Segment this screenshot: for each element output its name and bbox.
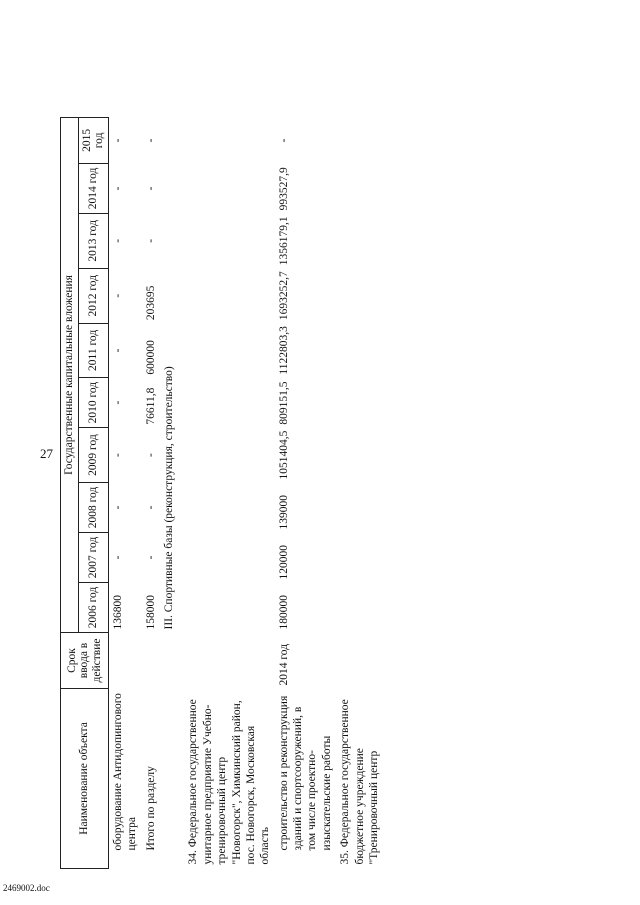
value-cell: - (111, 238, 124, 243)
value-cell: 120000 (277, 545, 290, 580)
value-cell (184, 117, 274, 163)
commissioning-term (108, 633, 141, 689)
value-cell: - (111, 138, 124, 143)
value-cell (184, 533, 274, 583)
value-cell (184, 163, 274, 213)
value-cell: 1356179,1 (277, 216, 290, 266)
page-number: 27 (40, 446, 53, 461)
value-cell (184, 378, 274, 428)
value-cell (336, 533, 383, 583)
value-cell (336, 483, 383, 533)
value-cell (184, 428, 274, 483)
object-name: строительство и реконструкция зданий и спортсооружений, в том числе проектно-изыскательские работы (277, 695, 333, 851)
value-cell: - (111, 186, 124, 191)
object-name: оборудование Антидопингового центра (111, 693, 139, 851)
table-row (184, 117, 274, 868)
header-year: 2008 год (78, 483, 108, 533)
commissioning-term: 2014 год (277, 643, 290, 686)
commissioning-term (336, 633, 383, 689)
object-name: Итого по разделу (144, 766, 157, 851)
header-year: 2015 год (78, 117, 108, 163)
value-cell: 180000 (277, 595, 290, 630)
value-cell: 203695 (144, 285, 157, 321)
value-cell: - (111, 348, 124, 353)
value-cell (336, 378, 383, 428)
value-cell (336, 268, 383, 323)
value-cell: - (144, 186, 157, 191)
value-cell: 1122803,3 (277, 326, 290, 375)
value-cell (184, 323, 274, 377)
value-cell: 809151,5 (277, 381, 290, 425)
object-name: 34. Федеральное государственное унитарное предприятие Учебно-тренировочный центр "Новогорск", Химкинский район, пос. Новогорск, Московская область (187, 699, 272, 865)
value-cell: - (144, 555, 157, 560)
value-cell (184, 583, 274, 633)
value-cell (336, 163, 383, 213)
header-year: 2012 год (78, 268, 108, 323)
commissioning-term (184, 633, 274, 689)
value-cell (336, 583, 383, 633)
value-cell (184, 483, 274, 533)
header-year: 2009 год (78, 428, 108, 483)
table-row (142, 117, 160, 868)
table-row (275, 117, 337, 868)
section-row (160, 117, 184, 868)
object-name: 35. Федеральное государственное бюджетное учреждение "Тренировочный центр (339, 699, 380, 865)
value-cell: 1051404,5 (277, 430, 290, 480)
header-year: 2006 год (78, 583, 108, 633)
value-cell: - (111, 505, 124, 510)
value-cell: 136800 (111, 595, 124, 630)
value-cell: - (144, 453, 157, 457)
value-cell: - (144, 138, 157, 143)
header-year: 2010 год (78, 378, 108, 428)
value-cell: - (144, 505, 157, 510)
value-cell: 139000 (277, 495, 290, 530)
header-year: 2014 год (78, 163, 108, 213)
section-title: III. Спортивные базы (реконструкция, строительство) (163, 366, 176, 630)
value-cell: 158000 (144, 595, 157, 630)
value-cell: 76611,8 (144, 387, 157, 425)
header-year: 2011 год (78, 323, 108, 377)
value-cell (336, 323, 383, 377)
investment-table (60, 117, 383, 869)
document-code: 2469002.doc (3, 883, 50, 893)
value-cell: 600000 (144, 340, 157, 375)
value-cell: - (111, 555, 124, 560)
header-year: 2007 год (78, 533, 108, 583)
value-cell: 993527,9 (277, 167, 290, 211)
header-name: Наименование объекта (61, 689, 109, 869)
header-group-title: Государственные капитальные вложения (61, 117, 79, 632)
header-term: Срок ввода в действие (61, 633, 109, 689)
value-cell (336, 428, 383, 483)
value-cell (184, 213, 274, 268)
table-row (336, 117, 383, 868)
header-year: 2013 год (78, 213, 108, 268)
value-cell (184, 268, 274, 323)
value-cell: - (277, 138, 290, 143)
value-cell: - (111, 453, 124, 457)
value-cell (336, 117, 383, 163)
value-cell: - (144, 238, 157, 243)
commissioning-term (142, 633, 160, 689)
value-cell: - (111, 400, 124, 405)
table-row (108, 117, 141, 868)
value-cell: 1693252,7 (277, 271, 290, 321)
value-cell: - (111, 293, 124, 298)
value-cell (336, 213, 383, 268)
